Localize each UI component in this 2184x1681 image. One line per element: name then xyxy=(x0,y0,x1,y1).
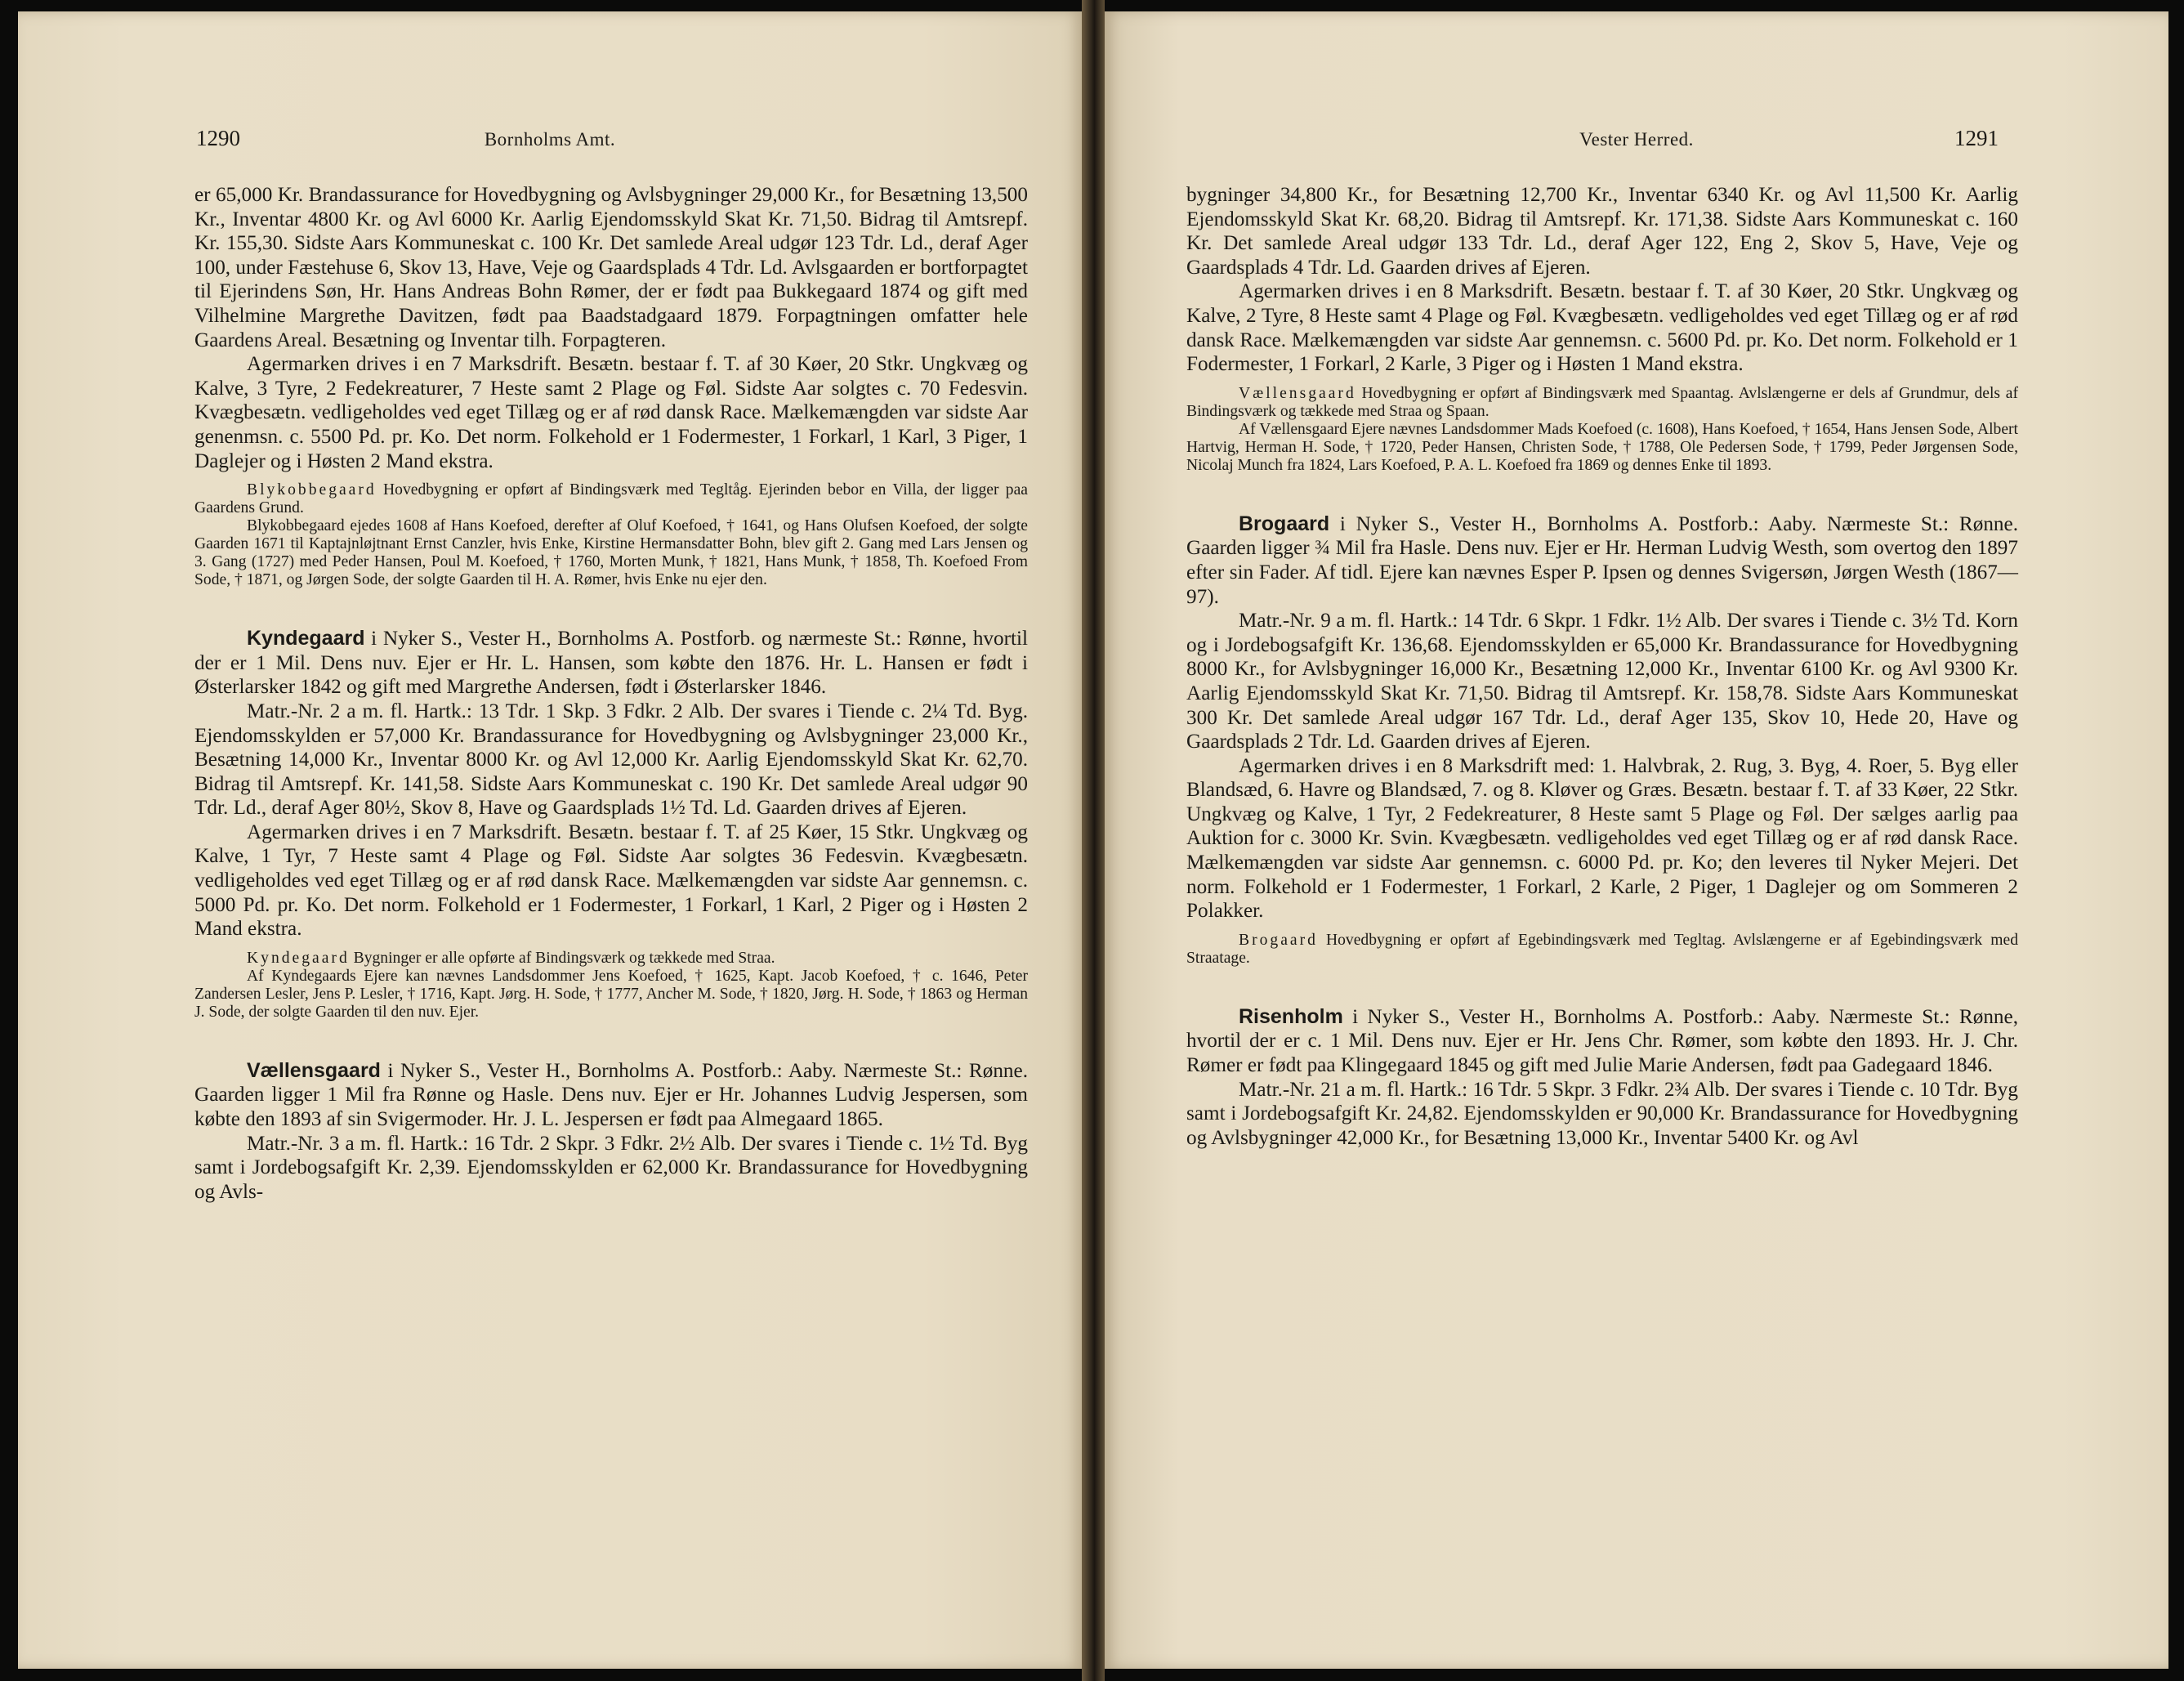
paragraph: Agermarken drives i en 8 Marksdrift. Besætn. bestaar f. T. af 30 Køer, 20 Stkr. Ungkvæg og Kalve, 2 Tyre, 8 Heste samt 4 Plage og Føl. Kvægbesætn. vedligeholdes ved eget Tillæg og er af rød dansk Race. Mælkemængden var sidste Aar gennemsn. c. 5600 Pd. pr. Ko. Det norm. Folkehold er 1 Fodermester, 1 Forkarl, 2 Karle, 3 Piger og i Høsten 1 Mand ekstra. xyxy=(1186,280,2018,376)
note-gap xyxy=(1186,923,2018,932)
entry-text: i Nyker S., Vester H., Bornholms A. Postforb.: Aaby. Nærmeste St.: Rønne. Gaarden ligger ¾ Mil fra Hasle. Dens nuv. Ejer er Hr. Herman Ludvig Westh, som overtog den 1897 efter sin Fader. Af tidl. Ejere kan nævnes Esper P. Ipsen og dennes Svigersøn, Jørgen Westh (1867—97). xyxy=(1186,512,2018,608)
left-page-text xyxy=(194,183,1028,1204)
section-gap xyxy=(1186,475,2018,512)
entry-text: i Nyker S., Vester H., Bornholms A. Postforb.: Aaby. Nærmeste St.: Rønne, hvortil der er c. 1 Mil. Dens nuv. Ejer er Hr. Jens Chr. Rømer, som købte den 1893. Hr. J. Chr. Rømer er født paa Klingegaard 1845 og gift med Julie Marie Andersen, født paa Gadegaard 1846. xyxy=(1186,1005,2018,1077)
paragraph: er 65,000 Kr. Brandassurance for Hovedbygning og Avlsbygninger 29,000 Kr., for Besætning 13,500 Kr., Inventar 4800 Kr. og Avl 6000 Kr. Aarlig Ejendomsskyld Skat Kr. 71,50. Bidrag til Amtsrepf. Kr. 155,30. Sidste Aars Kommuneskat c. 100 Kr. Det samlede Areal udgør 123 Tdr. Ld., deraf Ager 100, under Fæstehuse 6, Skov 13, Have, Veje og Gaardsplads 4 Tdr. Ld. Avlsgaarden er bortforpagtet til Ejerindens Søn, Hr. Hans Andreas Bohn Rømer, der er født paa Bukkegaard 1874 og gift med Vilhelmine Margrethe Davitzen, født paa Baadstadgaard 1879. Forpagtningen omfatter hele Gaardens Areal. Besætning og Inventar tilh. Forpagteren. xyxy=(194,184,1028,351)
book-spine xyxy=(1082,0,1105,1681)
note-gap xyxy=(1186,377,2018,385)
note-paragraph: Af Vællensgaard Ejere nævnes Landsdommer Mads Koefoed (c. 1608), Hans Koefoed, † 1654, Hans Jensen Sode, Albert Hartvig, Herman H. Sode, † 1720, Peder Hansen, Christen Sode, † 1788, Ole Pedersen Sode, † 1799, Peder Jørgensen Sode, Nicolaj Munch fra 1824, Lars Koefoed, P. A. L. Koefoed fra 1869 og dennes Enke til 1893. xyxy=(1186,420,2018,474)
note-paragraph xyxy=(1186,385,2018,421)
page-number: 1290 xyxy=(196,126,240,150)
right-page-header xyxy=(1105,126,2168,159)
running-title: Bornholms Amt. xyxy=(484,129,616,150)
note-paragraph: Af Kyndegaards Ejere kan nævnes Landsdommer Jens Koefoed, † 1625, Kapt. Jacob Koefoed, † c. 1646, Peter Zandersen Lesler, Jens P. Lesler, † 1716, Kapt. Jørg. H. Sode, † 1777, Ancher M. Sode, † 1820, Jørg. H. Sode, † 1863 og Herman J. Sode, der solgte Gaarden til den nuv. Ejer. xyxy=(194,967,1028,1021)
paragraph: Matr.-Nr. 3 a m. fl. Hartk.: 16 Tdr. 2 Skpr. 3 Fdkr. 2½ Alb. Der svares i Tiende c. 1½ Td. Byg samt i Jordebogsafgift Kr. 2,39. Ejendomsskylden er 62,000 Kr. Brandassurance for Hovedbygning og Avls- xyxy=(194,1132,1028,1203)
note-paragraph xyxy=(194,481,1028,517)
note-gap xyxy=(194,473,1028,481)
farm-entry xyxy=(1186,512,2018,609)
paragraph: Agermarken drives i en 7 Marksdrift. Besætn. bestaar f. T. af 30 Køer, 20 Stkr. Ungkvæg og Kalve, 3 Tyre, 2 Fedekreaturer, 7 Heste samt 2 Plage og Føl. Sidste Aar solgtes c. 70 Fedesvin. Kvægbesætn. vedligeholdes ved eget Tillæg og er af rød dansk Race. Mælkemængden var sidste Aar genenmsn. c. 5500 Pd. pr. Ko. Det norm. Folkehold er 1 Fodermester, 1 Forkarl, 1 Karl, 3 Piger, 1 Daglejer og i Høsten 2 Mand ekstra. xyxy=(194,353,1028,472)
paragraph: Agermarken drives i en 8 Marksdrift med: 1. Halvbrak, 2. Rug, 3. Byg, 4. Roer, 5. Byg eller Blandsæd, 6. Havre og Blandsæd, 7. og 8. Kløver og Græs. Besætn. bestaar f. T. af 33 Køer, 22 Stkr. Ungkvæg og Kalve, 1 Tyr, 2 Fedekreaturer, 8 Heste samt 5 Plage og Føl. Der sælges aarlig paa Auktion for c. 3000 Kr. Svin. Kvægbesætn. vedligeholdes ved eget Tillæg og er af rød dansk Race. Mælkemængden var sidste Aar gennemsn. c. 6000 Pd. pr. Ko; den leveres til Nyker Mejeri. Det norm. Folkehold er 1 Fodermester, 1 Forkarl, 2 Karle, 2 Piger, 1 Daglejer og om Sommeren 2 Polakker. xyxy=(1186,754,2018,923)
note-paragraph xyxy=(1186,932,2018,968)
section-gap xyxy=(194,1022,1028,1059)
page-number: 1291 xyxy=(1954,126,1999,150)
paragraph: Matr.-Nr. 2 a m. fl. Hartk.: 13 Tdr. 1 Skp. 3 Fdkr. 2 Alb. Der svares i Tiende c. 2¼ Td. Byg. Ejendomsskylden er 57,000 Kr. Brandassurance for Hovedbygning og Avlsbygninger 23,000 Kr., Besætning 14,000 Kr., Inventar 8000 Kr. og Avl 12,000 Kr. Aarlig Ejendomsskyld Skat Kr. 62,70. Bidrag til Amtsrepf. Kr. 141,58. Sidste Aars Kommuneskat c. 190 Kr. Det samlede Areal udgør 90 Tdr. Ld., deraf Ager 80½, Skov 8, Have og Gaardsplads 1½ Td. Ld. Gaarden drives af Ejeren. xyxy=(194,700,1028,820)
right-page-text xyxy=(1186,183,2018,1150)
running-title: Vester Herred. xyxy=(1579,129,1694,150)
paragraph: Matr.-Nr. 21 a m. fl. Hartk.: 16 Tdr. 5 Skpr. 3 Fdkr. 2¾ Alb. Der svares i Tiende c. 10 Tdr. Byg samt i Jordebogsafgift Kr. 24,82. Ejendomsskylden er 90,000 Kr. Brandassurance for Hovedbygning og Avlsbygninger 42,000 Kr., for Besætning 13,000 Kr., Inventar 5400 Kr. og Avl xyxy=(1186,1078,2018,1149)
farm-entry xyxy=(194,627,1028,700)
farm-entry xyxy=(1186,1005,2018,1078)
section-gap xyxy=(194,589,1028,627)
left-page xyxy=(18,11,1082,1669)
entry-text: i Nyker S., Vester H., Bornholms A. Postforb.: Aaby. Nærmeste St.: Rønne. Gaarden ligger 1 Mil fra Rønne og Hasle. Dens nuv. Ejer er Hr. Johannes Ludvig Jespersen, som købte den 1893 af sin Svigermoder. Hr. J. L. Jespersen er født paa Almegaard 1865. xyxy=(194,1059,1028,1131)
section-gap xyxy=(1186,968,2018,1005)
paragraph: Agermarken drives i en 7 Marksdrift. Besætn. bestaar f. T. af 25 Køer, 15 Stkr. Ungkvæg og Kalve, 1 Tyr, 7 Heste samt 4 Plage og Føl. Sidste Aar solgtes 36 Fedesvin. Kvægbesætn. vedligeholdes ved eget Tillæg og er af rød dansk Race. Mælkemængden var sidste Aar gennemsn. c. 5000 Pd. pr. Ko. Det norm. Folkehold er 1 Fodermester, 1 Forkarl, 1 Karl, 2 Piger og i Høsten 2 Mand ekstra. xyxy=(194,820,1028,941)
spaced-farm-name: Brogaard xyxy=(1239,931,1318,949)
spaced-farm-name: Kyndegaard xyxy=(247,949,350,967)
note-text: Hovedbygning er opført af Egebindingsværk med Tegltag. Avlslængerne er af Egebindingsværk med Straatage. xyxy=(1186,931,2018,967)
note-text: Bygninger er alle opførte af Bindingsværk og tækkede med Straa. xyxy=(349,949,775,967)
right-page xyxy=(1105,11,2168,1669)
note-gap xyxy=(194,941,1028,950)
spaced-farm-name: Blykobbegaard xyxy=(247,481,377,499)
farm-title: Brogaard xyxy=(1239,512,1330,535)
left-page-header xyxy=(18,126,1082,159)
farm-title: Risenholm xyxy=(1239,1004,1343,1028)
farm-title: Vællensgaard xyxy=(247,1058,381,1082)
note-text: Hovedbygning er opført af Bindingsværk med Spaantag. Avlslængerne er dels af Grundmur, dels af Bindingsværk og tækkede med Straa og Spaan. xyxy=(1186,384,2018,420)
farm-entry xyxy=(194,1059,1028,1132)
spaced-farm-name: Vællensgaard xyxy=(1239,384,1356,402)
note-paragraph xyxy=(194,950,1028,968)
entry-text: i Nyker S., Vester H., Bornholms A. Postforb. og nærmeste St.: Rønne, hvortil der er 1 Mil. Dens nuv. Ejer er Hr. L. Hansen, som købte den 1876. Hr. L. Hansen er født i Østerlarsker 1842 og gift med Margrethe Andersen, født i Østerlarsker 1846. xyxy=(194,628,1028,699)
paragraph: Matr.-Nr. 9 a m. fl. Hartk.: 14 Tdr. 6 Skpr. 1 Fdkr. 1½ Alb. Der svares i Tiende c. 3½ Td. Korn og i Jordebogsafgift Kr. 136,68. Ejendomsskylden er 65,000 Kr. Brandassurance for Hovedbygning 8000 Kr., for Avlsbygninger 16,000 Kr., Besætning 12,000 Kr., Inventar 6100 Kr. og Avl 9300 Kr. Aarlig Ejendomsskyld Skat Kr. 71,50. Bidrag til Amtsrepf. Kr. 158,78. Sidste Aars Kommuneskat 300 Kr. Det samlede Areal udgør 167 Tdr. Ld., deraf Ager 135, Skov 10, Hede 20, Have og Gaardsplads 2 Tdr. Ld. Gaarden drives af Ejeren. xyxy=(1186,610,2018,753)
note-paragraph: Blykobbegaard ejedes 1608 af Hans Koefoed, derefter af Oluf Koefoed, † 1641, og Hans Olufsen Koefoed, der solgte Gaarden 1671 til Kaptajnløjtnant Ernst Canzler, hvis Enke, Kirstine Hermansdatter Bohn, blev gift 2. Gang med Lars Jensen og 3. Gang (1727) med Peder Hansen, Poul M. Koefoed, † 1760, Morten Munk, † 1821, Hans Munk, † 1858, Th. Koefoed From Sode, † 1871, og Jørgen Sode, der solgte Gaarden til H. A. Rømer, hvis Enke nu ejer den. xyxy=(194,517,1028,589)
farm-title: Kyndegaard xyxy=(247,627,365,650)
note-text: Hovedbygning er opført af Bindingsværk med Tegltåg. Ejerinden bebor en Villa, der ligger paa Gaardens Grund. xyxy=(194,481,1028,517)
paragraph: bygninger 34,800 Kr., for Besætning 12,700 Kr., Inventar 6340 Kr. og Avl 11,500 Kr. Aarlig Ejendomsskyld Skat Kr. 68,20. Bidrag til Amtsrepf. Kr. 171,38. Sidste Aars Kommuneskat c. 160 Kr. Det samlede Areal udgør 133 Tdr. Ld., deraf Ager 122, Eng 2, Skov 5, Have, Veje og Gaardsplads 4 Tdr. Ld. Gaarden drives af Ejeren. xyxy=(1186,184,2018,279)
